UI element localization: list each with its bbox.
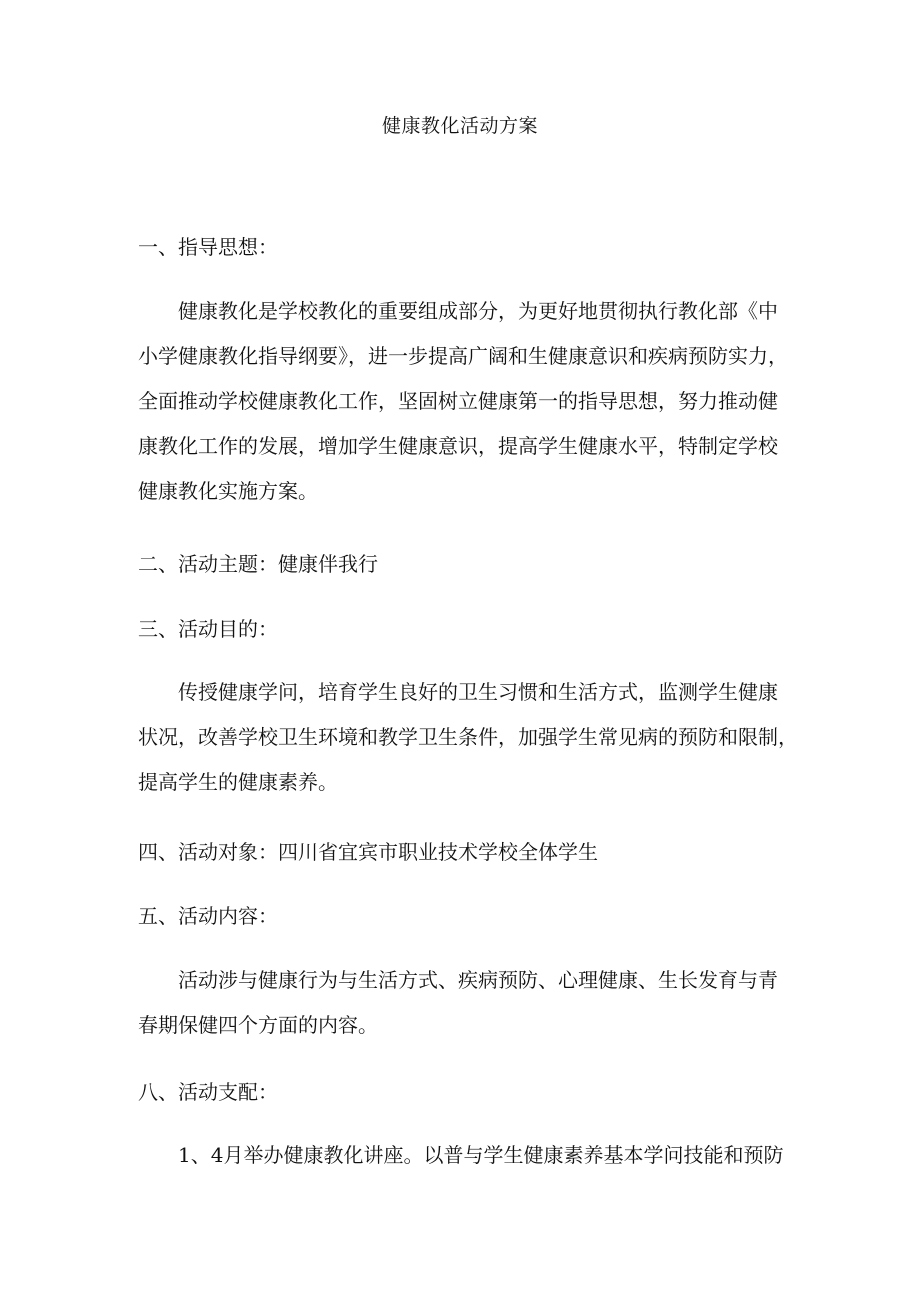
paragraph-line: 健康教化实施方案。 <box>138 479 318 503</box>
paragraph-activity-purpose <box>138 670 798 805</box>
paragraph-line: 提高学生的健康素养。 <box>138 770 338 794</box>
paragraph-guiding-ideology <box>138 289 788 514</box>
paragraph-line: 传授健康学问，培育学生良好的卫生习惯和生活方式，监测学生健康 <box>178 680 778 704</box>
section-heading-activity-arrangement: 八、活动支配： <box>138 1080 278 1104</box>
section-heading-guiding-ideology: 一、指导思想： <box>138 235 278 259</box>
paragraph-line: 全面推动学校健康教化工作，坚固树立健康第一的指导思想，努力推动健 <box>138 389 778 413</box>
section-heading-activity-target: 四、活动对象：四川省宜宾市职业技术学校全体学生 <box>138 840 598 864</box>
section-heading-activity-theme: 二、活动主题：健康伴我行 <box>138 552 378 576</box>
paragraph-line: 健康教化是学校教化的重要组成部分，为更好地贯彻执行教化部《中 <box>178 299 778 323</box>
paragraph-line: 状况，改善学校卫生环境和教学卫生条件，加强学生常见病的预防和限制， <box>138 725 798 749</box>
paragraph-line: 小学健康教化指导纲要》，进一步提高广阔和生健康意识和疾病预防实力， <box>138 344 788 368</box>
document-title: 健康教化活动方案 <box>381 115 538 137</box>
paragraph-line: 1、4月举办健康教化讲座。以普与学生健康素养基本学问技能和预防 <box>178 1143 784 1167</box>
paragraph-activity-content <box>138 958 788 1048</box>
section-heading-activity-content: 五、活动内容： <box>138 904 278 928</box>
paragraph-line: 康教化工作的发展，增加学生健康意识，提高学生健康水平，特制定学校 <box>138 434 778 458</box>
section-heading-activity-purpose: 三、活动目的： <box>138 617 278 641</box>
paragraph-line: 活动涉与健康行为与生活方式、疾病预防、心理健康、生长发育与青 <box>178 968 778 992</box>
paragraph-activity-arrangement <box>138 1133 788 1178</box>
paragraph-line: 春期保健四个方面的内容。 <box>138 1013 378 1037</box>
